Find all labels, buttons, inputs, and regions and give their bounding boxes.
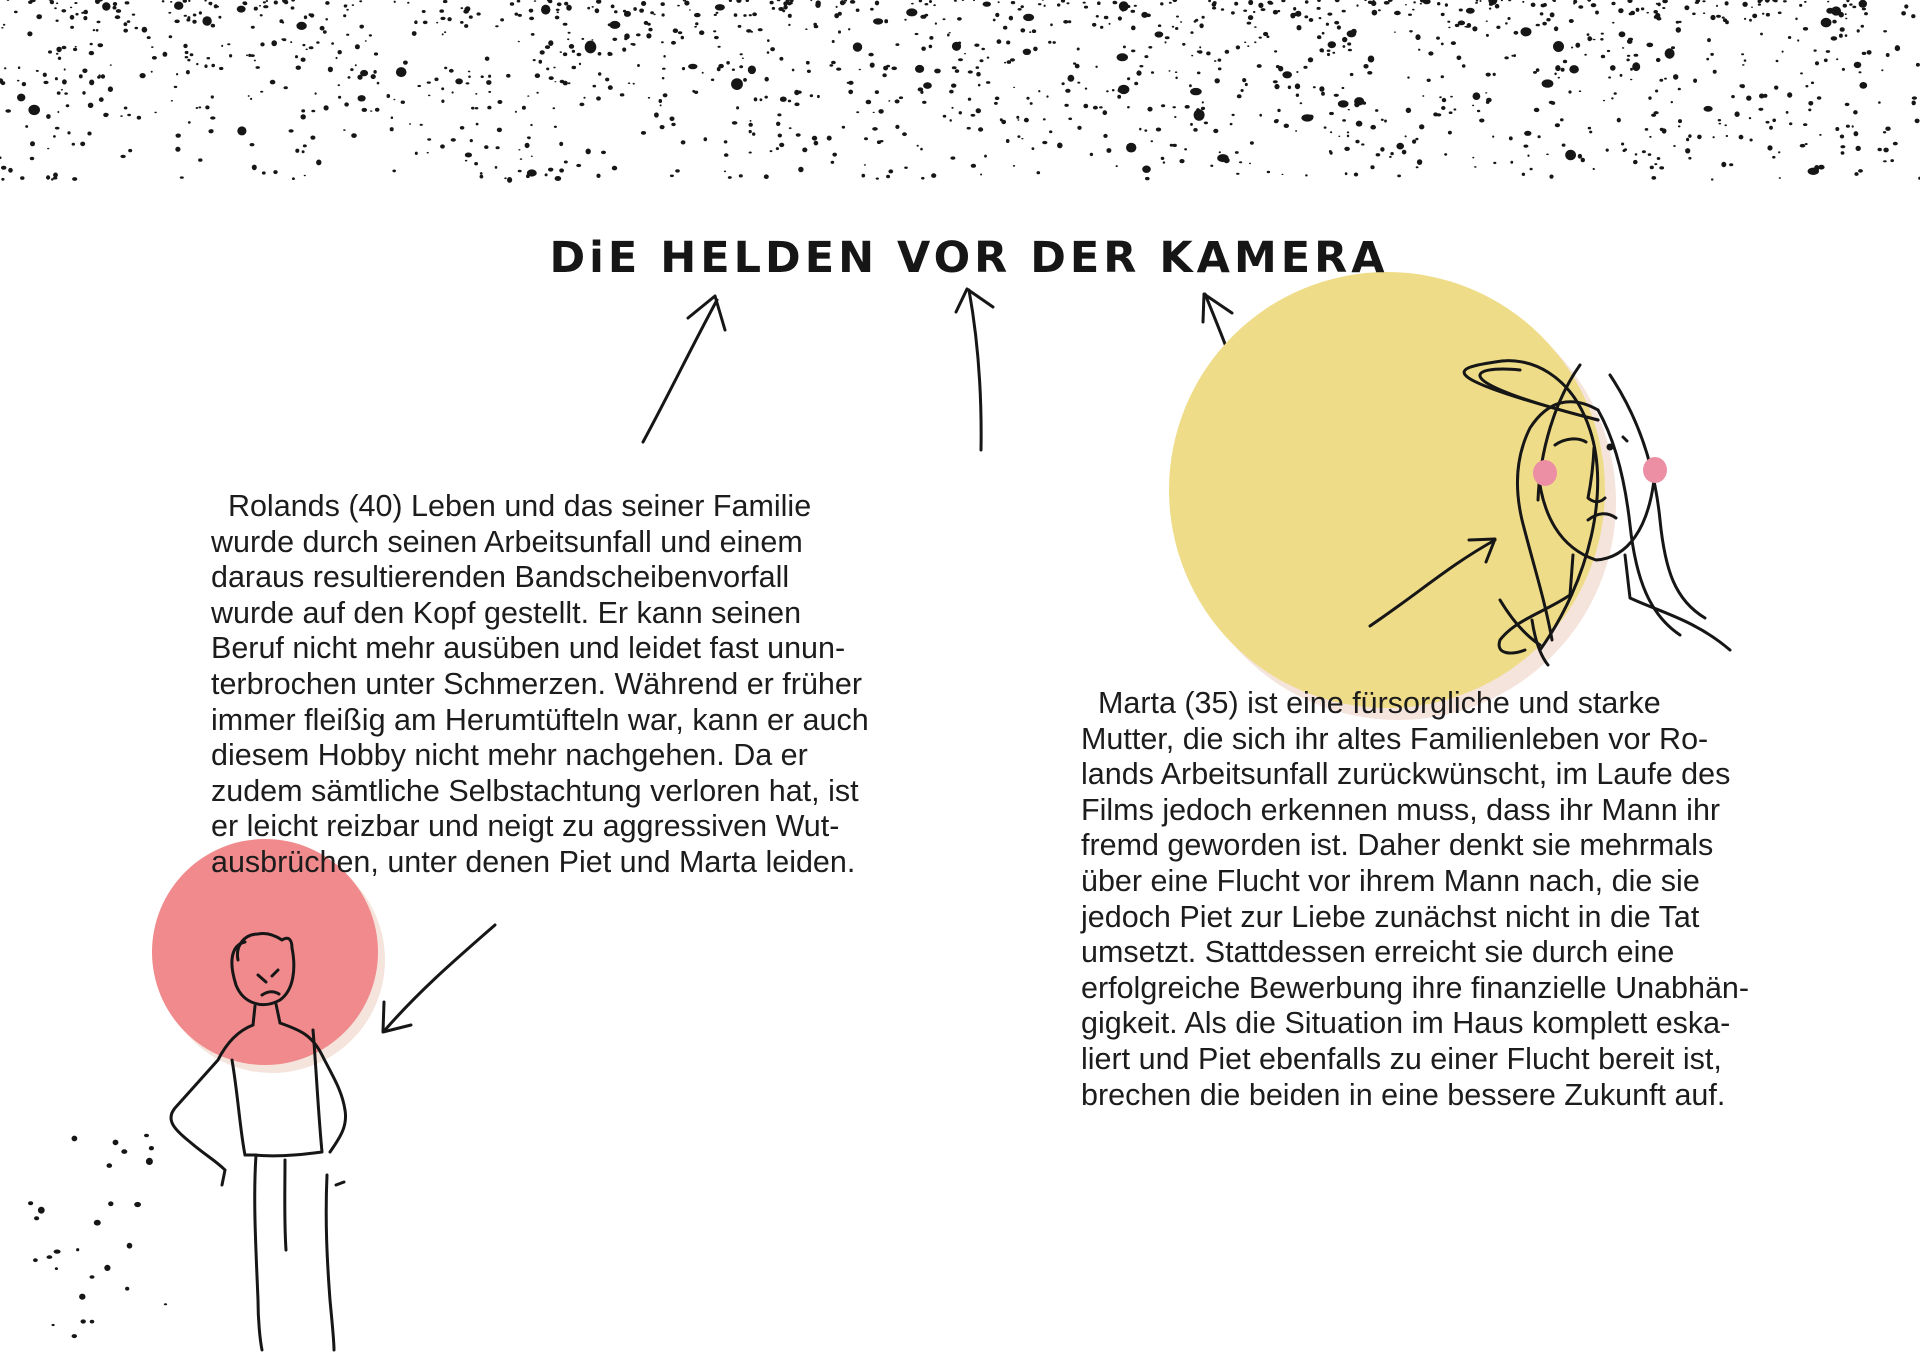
text-line: er leicht reizbar und neigt zu aggressiven Wut-	[211, 809, 840, 844]
text-line: brechen die beiden in eine bessere Zukunft auf.	[1081, 1077, 1726, 1112]
text-line: gigkeit. Als die Situation im Haus komplett eska-	[1081, 1006, 1731, 1041]
roland-description	[211, 489, 869, 881]
text-line: immer fleißig am Herumtüfteln war, kann er auch	[211, 702, 869, 737]
marta-description	[1081, 686, 1749, 1113]
roland-figure	[152, 839, 495, 1350]
text-line: wurde auf den Kopf gestellt. Er kann seinen	[211, 595, 802, 630]
text-line: jedoch Piet zur Liebe zunächst nicht in die Tat	[1081, 899, 1700, 934]
page-title: DiE HELDEN VOR DER KAMERA	[549, 232, 1389, 283]
text-line: Rolands (40) Leben und das seiner Familie	[211, 489, 812, 523]
text-line: lands Arbeitsunfall zurückwünscht, im Laufe des	[1081, 757, 1731, 792]
text-line: Beruf nicht mehr ausüben und leidet fast unun-	[211, 631, 846, 666]
arrow-up-left-icon	[643, 296, 725, 442]
text-line: liert und Piet ebenfalls zu einer Flucht bereit ist,	[1081, 1041, 1722, 1076]
text-line: Mutter, die sich ihr altes Familienleben vor Ro-	[1081, 721, 1709, 756]
text-line: erfolgreiche Bewerbung ihre finanzielle Unabhän-	[1081, 970, 1750, 1005]
text-line: fremd geworden ist. Daher denkt sie mehrmals	[1081, 828, 1714, 863]
text-line: über eine Flucht vor ihrem Mann nach, die sie	[1081, 863, 1700, 898]
text-line: daraus resultierenden Bandscheibenvorfall	[211, 560, 790, 595]
text-line: Films jedoch erkennen muss, dass ihr Mann ihr	[1081, 792, 1721, 827]
text-line: ausbrüchen, unter denen Piet und Marta leiden.	[211, 844, 856, 879]
text-line: wurde durch seinen Arbeitsunfall und einem	[211, 524, 803, 559]
text-line: zudem sämtliche Selbstachtung verloren hat, ist	[211, 773, 859, 808]
text-line: umsetzt. Stattdessen erreicht sie durch eine	[1081, 935, 1675, 970]
marta-portrait	[1169, 272, 1730, 720]
text-line: diesem Hobby nicht mehr nachgehen. Da er	[211, 738, 808, 773]
arrow-up-center-icon	[956, 289, 993, 450]
text-line: Marta (35) ist eine fürsorgliche und starke	[1081, 686, 1661, 720]
text-line: terbrochen unter Schmerzen. Während er früher	[211, 666, 862, 701]
